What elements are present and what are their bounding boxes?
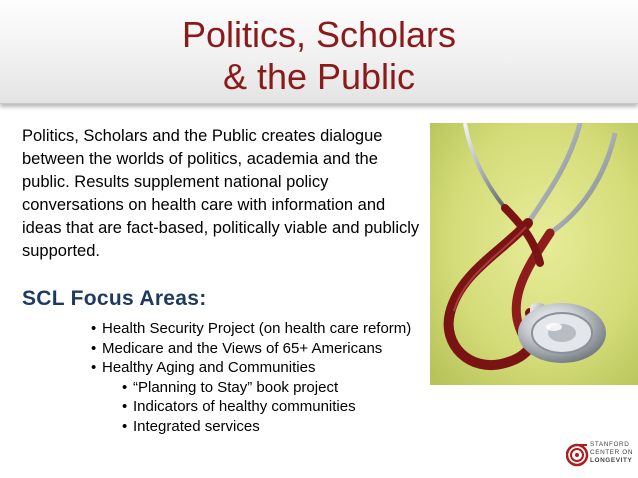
intro-paragraph: Politics, Scholars and the Public creates dialogue between the worlds of politics, academia and the public. Results supplement national policy conversations on health care with information and ideas that are fact-based, politically viable and publicly supported. <box>22 127 420 260</box>
logo-line-2: CENTER ON <box>590 448 634 456</box>
list-item-text: Health Security Project (on health care reform) <box>102 320 412 337</box>
bullet-icon: • <box>91 359 97 376</box>
bullet-icon: • <box>91 320 97 337</box>
list-item-text: “Planning to Stay” book project <box>133 378 339 396</box>
bullet-icon: • <box>122 417 128 435</box>
stethoscope-icon <box>430 123 638 385</box>
slide-title-line-2: & the Public <box>222 56 416 97</box>
bullet-icon: • <box>122 398 128 415</box>
list-item-text: Healthy Aging and Communities <box>102 359 316 376</box>
list-item-text: Integrated services <box>133 417 260 435</box>
list-item-text: Medicare and the Views of 65+ Americans <box>102 339 383 357</box>
sub-list-item <box>122 378 421 398</box>
sub-list-item <box>122 397 421 417</box>
logo-mark-icon <box>566 438 592 472</box>
focus-areas-list <box>91 319 421 436</box>
bullet-icon: • <box>122 378 128 396</box>
bullet-icon: • <box>91 339 97 357</box>
slide-title <box>0 14 638 98</box>
logo-line-3: LONGEVITY <box>590 456 633 464</box>
logo-text <box>590 441 633 464</box>
list-item <box>91 319 421 339</box>
focus-areas-heading: SCL Focus Areas: <box>22 287 207 310</box>
list-item-text: Indicators of healthy communities <box>133 398 356 415</box>
list-item <box>91 358 421 378</box>
logo-line-1: STANFORD <box>590 441 630 448</box>
stethoscope-photo <box>430 123 638 385</box>
sub-list-item <box>122 417 421 437</box>
slide-title-line-1: Politics, Scholars <box>181 14 457 55</box>
list-item <box>91 339 421 359</box>
